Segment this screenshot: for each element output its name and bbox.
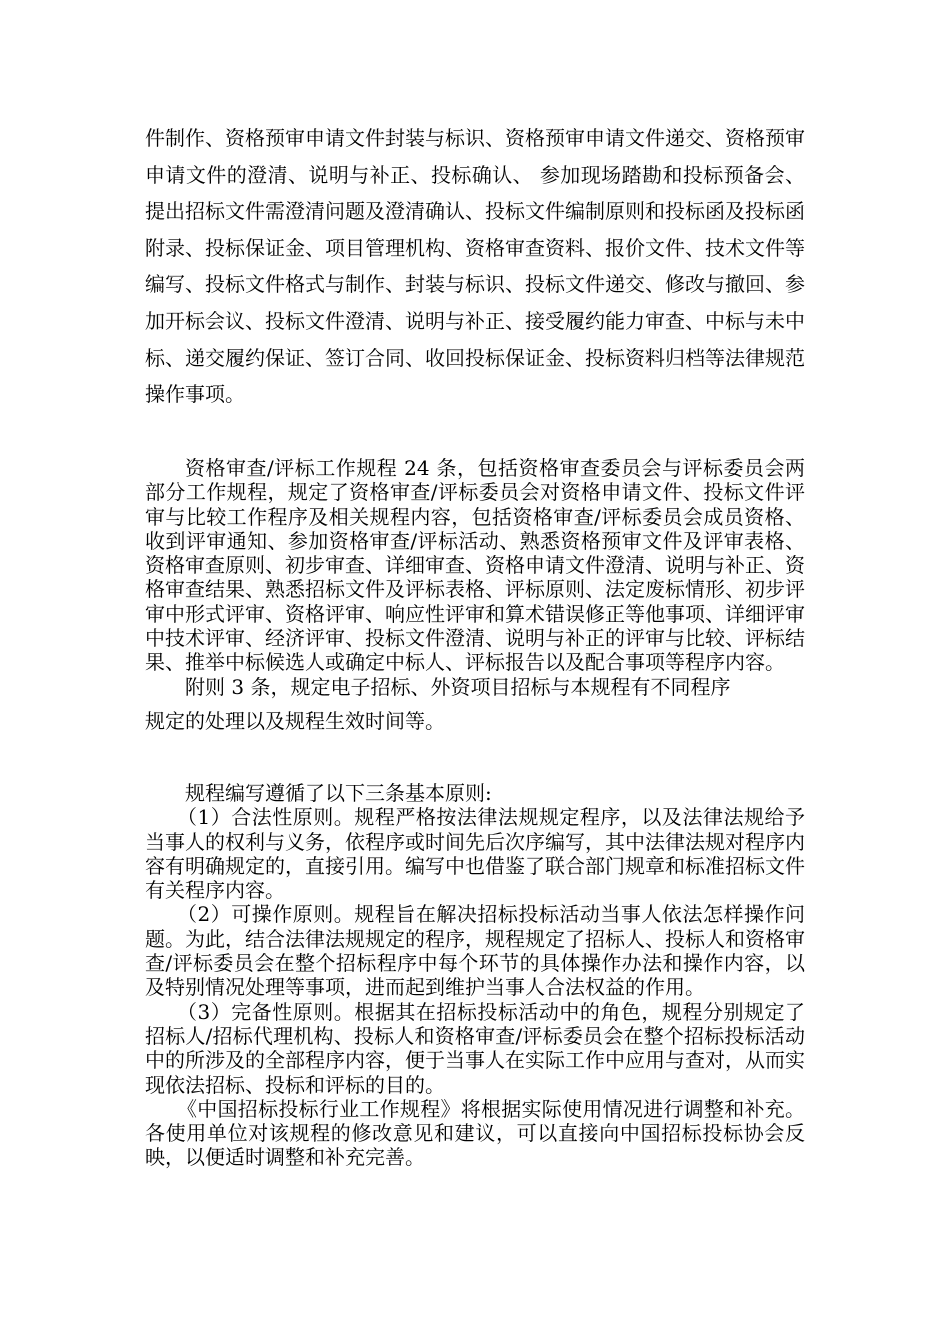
paragraph-principles-intro: 规程编写遵循了以下三条基本原则: <box>185 781 492 805</box>
paragraph-review-rules: 资格审查/评标工作规程 24 条，包括资格审查委员会与评标委员会两部分工作规程，规定了资格审查/评标委员会对资格申请文件、投标文件评审与比较工作程序及相关规程内容，包括资格审查/评标委员会成员资格、收到评审通知、参加资格审查/评标活动、熟悉资格预审文件及评审表格、资格审查原则、初步审查、详细审查、资格申请文件澄清、说明与补正、资格审查结果、熟悉招标文件及评标表格、评标原则、法定废标情形、初步评审中形式评审、资格评审、响应性评审和算术错误修正等他事项、详细评审中技术评审、经济评审、投标文件澄清、说明与补正的评审与比较、评标结果、推举中标候选人或确定中标人、评标报告以及配合事项等程序内容。 <box>145 456 805 675</box>
paragraph-principle-legality: （1）合法性原则。规程严格按法律法规规定程序，以及法律法规给予当事人的权利与义务，依程序或时间先后次序编写，其中法律法规对程序内容有明确规定的，直接引用。编写中也借鉴了联合部门规章和标准招标文件有关程序内容。 <box>145 805 805 903</box>
section-review-rules <box>145 456 805 699</box>
section-supplementary-end <box>145 704 805 738</box>
paragraph-supplementary-line1: 附则 3 条，规定电子招标、外资项目招标与本规程有不同程序 <box>185 674 731 699</box>
section-bidder-rules <box>145 120 805 413</box>
section-principles <box>145 781 805 1170</box>
paragraph-principle-completeness: （3）完备性原则。根据其在招标投标活动中的角色，规程分别规定了招标人/招标代理机构、投标人和资格审查/评标委员会在整个招标投标活动中的所涉及的全部程序内容，便于当事人在实际工作中应用与查对，从而实现依法招标、投标和评标的目的。 <box>145 999 805 1097</box>
paragraph-principle-operability: （2）可操作原则。规程旨在解决招标投标活动当事人依法怎样操作问题。为此，结合法律法规规定的程序，规程规定了招标人、投标人和资格审查/评标委员会在整个招标程序中每个环节的具体操作办法和操作内容，以及特别情况处理等事项，进而起到维护当事人合法权益的作用。 <box>145 902 805 1000</box>
paragraph-continuation: 件制作、资格预审申请文件封装与标识、资格预审申请文件递交、资格预审申请文件的澄清、说明与补正、投标确认、 参加现场踏勘和投标预备会、提出招标文件需澄清问题及澄清确认、投标文件编制原则和投标函及投标函附录、投标保证金、项目管理机构、资格审查资料、报价文件、技术文件等编写、投标文件格式与制作、封装与标识、投标文件递交、修改与撤回、参加开标会议、投标文件澄清、说明与补正、接受履约能力审查、中标与未中标、递交履约保证、签订合同、收回投标保证金、投标资料归档等法律规范操作事项。 <box>145 126 805 407</box>
paragraph-closing: 《中国招标投标行业工作规程》将根据实际使用情况进行调整和补充。各使用单位对该规程的修改意见和建议，可以直接向中国招标投标协会反映，以便适时调整和补充完善。 <box>145 1096 805 1170</box>
paragraph-supplementary-line2: 规定的处理以及规程生效时间等。 <box>145 709 445 733</box>
